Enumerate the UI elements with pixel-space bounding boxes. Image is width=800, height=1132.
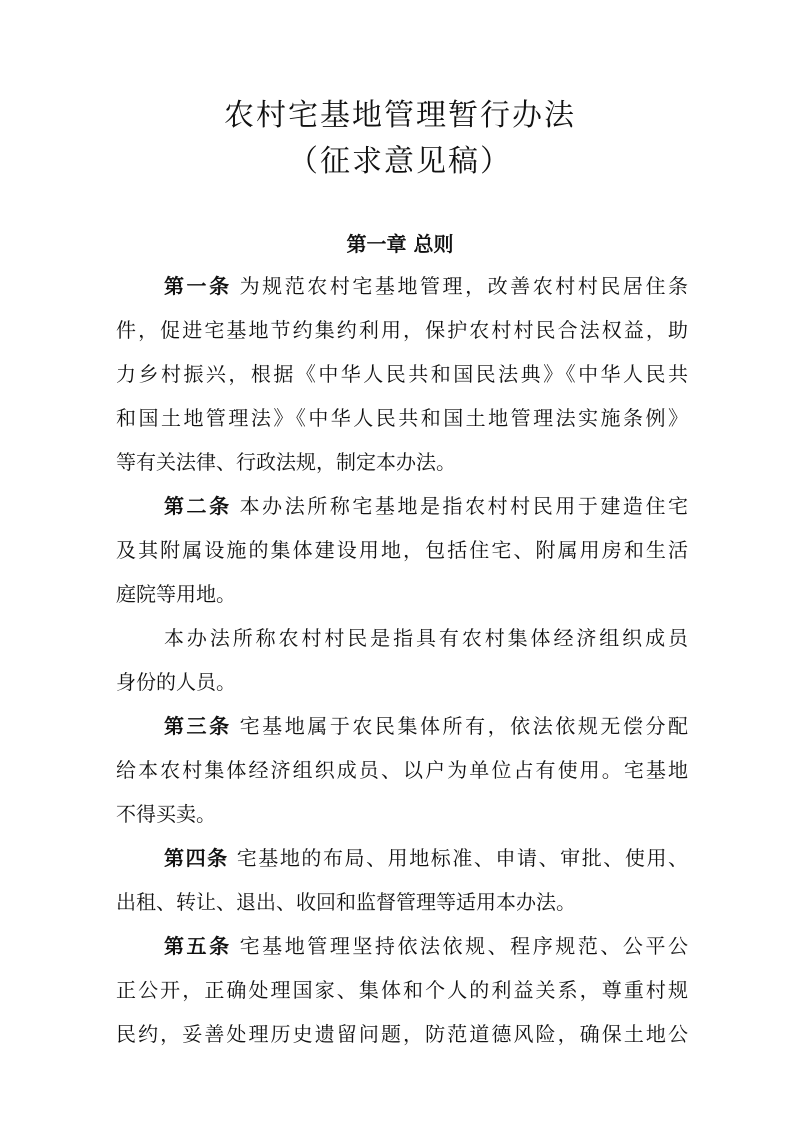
article-2-para-2-line-2: 身份的人员。 <box>116 670 236 694</box>
article-text: 宅基地属于农民集体所有，依法依规无偿分配 <box>239 714 688 738</box>
article-1-line-4: 和国土地管理法》《中华人民共和国土地管理法实施条例》 <box>116 406 688 430</box>
article-4-line-1 <box>164 836 688 880</box>
article-label: 第三条 <box>164 714 232 738</box>
document-subtitle: （征求意见稿） <box>288 144 512 179</box>
article-label: 第二条 <box>164 494 232 518</box>
article-label: 第四条 <box>164 846 229 870</box>
article-text: 宅基地的布局、用地标准、申请、审批、使用、 <box>236 846 688 870</box>
document-title: 农村宅基地管理暂行办法 <box>224 98 576 133</box>
article-label: 第一条 <box>164 274 232 298</box>
article-3-line-2: 给本农村集体经济组织成员、以户为单位占有使用。宅基地 <box>116 758 688 782</box>
article-3-line-1 <box>164 704 688 748</box>
article-2-line-3: 庭院等用地。 <box>116 582 236 606</box>
chapter-heading: 第一章 总则 <box>346 232 454 256</box>
article-2-line-1 <box>164 484 688 528</box>
article-text: 为规范农村宅基地管理，改善农村村民居住条 <box>239 274 688 298</box>
article-5-line-3: 民约，妥善处理历史遗留问题，防范道德风险，确保土地公 <box>116 1022 688 1046</box>
article-1-line-2: 件，促进宅基地节约集约利用，保护农村村民合法权益，助 <box>116 318 688 342</box>
article-1-line-3: 力乡村振兴，根据《中华人民共和国民法典》《中华人民共 <box>116 362 688 386</box>
article-5-line-2: 正公开，正确处理国家、集体和个人的利益关系，尊重村规 <box>116 978 688 1002</box>
article-3-line-3: 不得买卖。 <box>116 802 216 826</box>
article-text: 宅基地管理坚持依法依规、程序规范、公平公 <box>239 934 688 958</box>
article-label: 第五条 <box>164 934 232 958</box>
article-1-line-1 <box>164 264 688 308</box>
article-5-line-1 <box>164 924 688 968</box>
article-4-line-2: 出租、转让、退出、收回和监督管理等适用本办法。 <box>116 890 576 914</box>
article-2-para-2-line-1: 本办法所称农村村民是指具有农村集体经济组织成员 <box>164 626 688 650</box>
article-1-line-5: 等有关法律、行政法规，制定本办法。 <box>116 450 456 474</box>
article-text: 本办法所称宅基地是指农村村民用于建造住宅 <box>239 494 688 518</box>
article-2-line-2: 及其附属设施的集体建设用地，包括住宅、附属用房和生活 <box>116 538 688 562</box>
